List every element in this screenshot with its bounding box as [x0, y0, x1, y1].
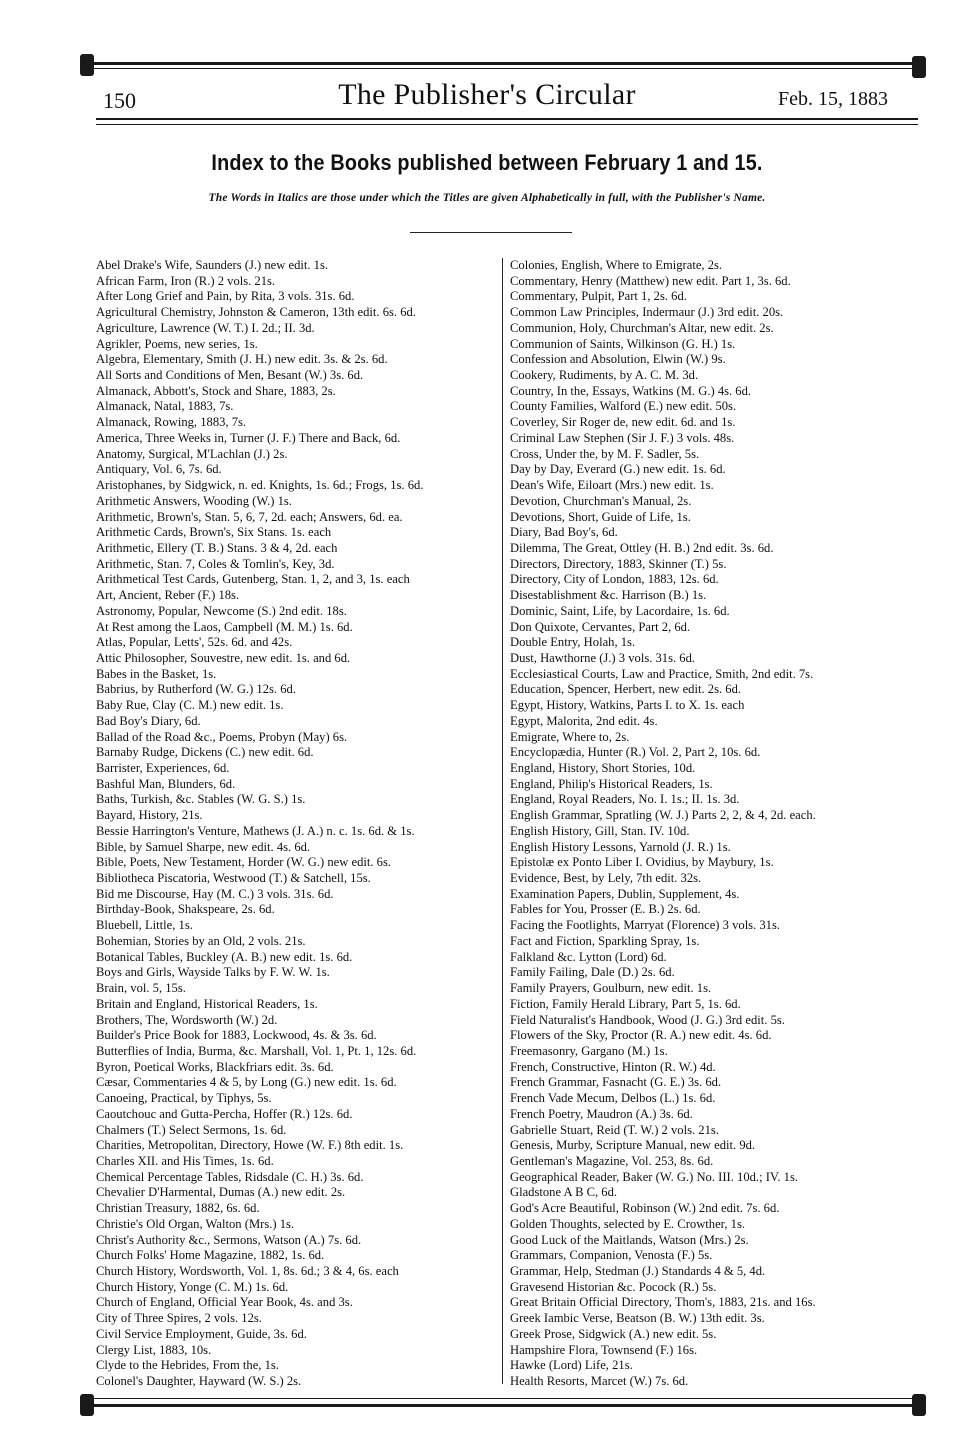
index-entry: French Grammar, Fasnacht (G. E.) 3s. 6d.	[510, 1075, 722, 1090]
index-entry: Astronomy, Popular, Newcome (S.) 2nd edit. 18s.	[96, 603, 347, 618]
index-entry: Chevalier D'Harmental, Dumas (A.) new edit. 2s.	[96, 1185, 346, 1200]
index-entry: Chalmers (T.) Select Sermons, 1s. 6d.	[96, 1122, 287, 1137]
edge-mark-top-right	[912, 56, 926, 78]
index-entry: Directors, Directory, 1883, Skinner (T.) 5s.	[510, 556, 727, 571]
index-entry: Babrius, by Rutherford (W. G.) 12s. 6d.	[96, 682, 296, 697]
index-entry: Criminal Law Stephen (Sir J. F.) 3 vols. 48s.	[510, 430, 735, 445]
index-entry: Arithmetic Cards, Brown's, Six Stans. 1s. each	[96, 525, 332, 540]
index-entry: Double Entry, Holah, 1s.	[510, 635, 636, 650]
index-entry: French Poetry, Maudron (A.) 3s. 6d.	[510, 1106, 693, 1121]
index-entry: Brain, vol. 5, 15s.	[96, 981, 186, 996]
index-entry: Aristophanes, by Sidgwick, n. ed. Knights, 1s. 6d.; Frogs, 1s. 6d.	[96, 478, 424, 493]
index-entry: Greek Prose, Sidgwick (A.) new edit. 5s.	[510, 1326, 717, 1341]
index-entry: Church History, Wordsworth, Vol. 1, 8s. 6d.; 3 & 4, 6s. each	[96, 1264, 399, 1278]
index-entry: Arithmetic, Ellery (T. B.) Stans. 3 & 4, 2d. each	[96, 540, 338, 555]
index-entry: Butterflies of India, Burma, &c. Marshall, Vol. 1, Pt. 1, 12s. 6d.	[96, 1043, 417, 1058]
index-entry: Dust, Hawthorne (J.) 3 vols. 31s. 6d.	[510, 650, 696, 665]
index-entry: At Rest among the Laos, Campbell (M. M.) 1s. 6d.	[96, 619, 353, 634]
index-entry: Byron, Poetical Works, Blackfriars edit. 3s. 6d.	[96, 1059, 334, 1074]
index-entry: Great Britain Official Directory, Thom's, 1883, 21s. and 16s.	[510, 1295, 816, 1310]
index-entry: Anatomy, Surgical, M'Lachlan (J.) 2s.	[96, 446, 288, 461]
index-entry: Clyde to the Hebrides, From the, 1s.	[96, 1358, 279, 1373]
index-entry: Ballad of the Road &c., Poems, Probyn (May) 6s.	[96, 729, 348, 744]
index-entry: Directory, City of London, 1883, 12s. 6d.	[510, 572, 719, 587]
index-entry: Christ's Authority &c., Sermons, Watson (A.) 7s. 6d.	[96, 1232, 362, 1247]
index-entry: Family Prayers, Goulburn, new edit. 1s.	[510, 981, 712, 996]
index-entry: English History Lessons, Yarnold (J. R.) 1s.	[510, 839, 731, 854]
index-entry: Clergy List, 1883, 10s.	[96, 1342, 212, 1357]
issue-date: Feb. 15, 1883	[778, 88, 888, 110]
index-entry: Agrikler, Poems, new series, 1s.	[96, 336, 258, 351]
index-entry: Church History, Yonge (C. M.) 1s. 6d.	[96, 1279, 289, 1294]
index-entry: Bessie Harrington's Venture, Mathews (J. A.) n. c. 1s. 6d. & 1s.	[96, 823, 415, 838]
index-entry: Art, Ancient, Reber (F.) 18s.	[96, 588, 240, 603]
index-entry: Falkland &c. Lytton (Lord) 6d.	[510, 949, 667, 964]
index-entry: Coverley, Sir Roger de, new edit. 6d. and 1s.	[510, 415, 736, 430]
index-entry: Brothers, The, Wordsworth (W.) 2d.	[96, 1012, 278, 1027]
index-entry: Communion, Holy, Churchman's Altar, new edit. 2s.	[510, 320, 774, 335]
index-entry: Charities, Metropolitan, Directory, Howe (W. F.) 8th edit. 1s.	[96, 1138, 404, 1153]
index-entry: Caoutchouc and Gutta-Percha, Hoffer (R.) 12s. 6d.	[96, 1106, 353, 1121]
edge-mark-bottom-right	[912, 1394, 926, 1416]
index-entry: Almanack, Rowing, 1883, 7s.	[96, 415, 247, 430]
index-entry: Diary, Bad Boy's, 6d.	[510, 525, 618, 540]
index-entry: Devotions, Short, Guide of Life, 1s.	[510, 509, 691, 524]
index-entry: Commentary, Henry (Matthew) new edit. Part 1, 3s. 6d.	[510, 273, 791, 288]
index-entry: Day by Day, Everard (G.) new edit. 1s. 6d.	[510, 462, 726, 477]
index-entry: Fiction, Family Herald Library, Part 5, 1s. 6d.	[510, 996, 741, 1011]
index-entry: Baths, Turkish, &c. Stables (W. G. S.) 1s.	[96, 792, 306, 807]
index-entry: Field Naturalist's Handbook, Wood (J. G.) 3rd edit. 5s.	[510, 1012, 785, 1027]
index-entry: Agriculture, Lawrence (W. T.) I. 2d.; II. 3d.	[96, 320, 315, 335]
index-entry: Colonies, English, Where to Emigrate, 2s.	[510, 258, 723, 272]
index-entry: Hawke (Lord) Life, 21s.	[510, 1358, 633, 1373]
index-entry: Bibliotheca Piscatoria, Westwood (T.) & Satchell, 15s.	[96, 871, 371, 886]
index-entry: Botanical Tables, Buckley (A. B.) new edit. 1s. 6d.	[96, 949, 353, 964]
index-entry: After Long Grief and Pain, by Rita, 3 vols. 31s. 6d.	[96, 289, 355, 304]
page-rule-bottom-thin	[88, 1398, 918, 1399]
index-entry: Examination Papers, Dublin, Supplement, 4s.	[510, 886, 740, 901]
index-entry: Don Quixote, Cervantes, Part 2, 6d.	[510, 619, 691, 634]
index-entry: Evidence, Best, by Lely, 7th edit. 32s.	[510, 871, 702, 886]
index-entry: Country, In the, Essays, Watkins (M. G.) 4s. 6d.	[510, 383, 752, 398]
page-rule-bottom	[88, 1404, 918, 1407]
index-entry: Education, Spencer, Herbert, new edit. 2s. 6d.	[510, 682, 742, 697]
index-entry: Boys and Girls, Wayside Talks by F. W. W. 1s.	[96, 965, 330, 980]
page-rule-top-thin	[88, 68, 918, 69]
index-entry: Disestablishment &c. Harrison (B.) 1s.	[510, 588, 707, 603]
index-entry: Hampshire Flora, Townsend (F.) 16s.	[510, 1342, 698, 1357]
left-column	[96, 258, 498, 1390]
index-note: The Words in Italics are those under which the Titles are given Alphabetically in full, with the Publisher's Name.	[208, 192, 766, 204]
index-entry: French Vade Mecum, Delbos (L.) 1s. 6d.	[510, 1091, 716, 1106]
index-entry: Antiquary, Vol. 6, 7s. 6d.	[96, 462, 222, 477]
index-entry: Gravesend Historian &c. Pocock (R.) 5s.	[510, 1279, 717, 1294]
index-entry: English History, Gill, Stan. IV. 10d.	[510, 823, 690, 838]
index-heading: Index to the Books published between February 1 and 15.	[211, 150, 763, 175]
index-entry: Grammar, Help, Stedman (J.) Standards 4 & 5, 4d.	[510, 1264, 766, 1278]
index-entry: Dean's Wife, Eiloart (Mrs.) new edit. 1s.	[510, 478, 714, 493]
index-entry: God's Acre Beautiful, Robinson (W.) 2nd edit. 7s. 6d.	[510, 1201, 780, 1216]
running-title: The Publisher's Circular	[338, 78, 636, 111]
index-entry: County Families, Walford (E.) new edit. 50s.	[510, 399, 737, 414]
index-entry: England, Philip's Historical Readers, 1s.	[510, 776, 713, 791]
index-entry: Bible, Poets, New Testament, Horder (W. G.) new edit. 6s.	[96, 855, 392, 870]
index-entry: Grammars, Companion, Venosta (F.) 5s.	[510, 1248, 713, 1263]
index-entry: Emigrate, Where to, 2s.	[510, 729, 630, 744]
edge-mark-bottom-left	[80, 1394, 94, 1416]
index-entry: Gentleman's Magazine, Vol. 253, 8s. 6d.	[510, 1153, 714, 1168]
index-entry: Genesis, Murby, Scripture Manual, new edit. 9d.	[510, 1138, 756, 1153]
index-entry: All Sorts and Conditions of Men, Besant (W.) 3s. 6d.	[96, 368, 364, 383]
index-entry: Civil Service Employment, Guide, 3s. 6d.	[96, 1326, 307, 1341]
index-entry: Fables for You, Prosser (E. B.) 2s. 6d.	[510, 902, 701, 917]
index-entry: City of Three Spires, 2 vols. 12s.	[96, 1311, 262, 1326]
index-entry: Barnaby Rudge, Dickens (C.) new edit. 6d.	[96, 745, 314, 760]
index-entry: Commentary, Pulpit, Part 1, 2s. 6d.	[510, 289, 687, 304]
index-entry: English Grammar, Spratling (W. J.) Parts 2, 2, & 4, 2d. each.	[510, 808, 816, 823]
right-column	[510, 258, 922, 1390]
index-entry: Egypt, History, Watkins, Parts I. to X. 1s. each	[510, 698, 745, 713]
index-entry: Baby Rue, Clay (C. M.) new edit. 1s.	[96, 698, 284, 713]
index-entry: Colonel's Daughter, Hayward (W. S.) 2s.	[96, 1374, 302, 1389]
index-entry: Almanack, Abbott's, Stock and Share, 1883, 2s.	[96, 383, 336, 398]
index-entry: Fact and Fiction, Sparkling Spray, 1s.	[510, 933, 700, 948]
index-entry: Ecclesiastical Courts, Law and Practice, Smith, 2nd edit. 7s.	[510, 666, 814, 681]
index-entry: America, Three Weeks in, Turner (J. F.) There and Back, 6d.	[96, 430, 401, 445]
index-entry: African Farm, Iron (R.) 2 vols. 21s.	[96, 273, 276, 288]
index-entry: Britain and England, Historical Readers, 1s.	[96, 996, 318, 1011]
index-entry: Babes in the Basket, 1s.	[96, 666, 217, 681]
index-entry: Bashful Man, Blunders, 6d.	[96, 776, 236, 791]
index-entry: Canoeing, Practical, by Tiphys, 5s.	[96, 1091, 272, 1106]
index-entry: Epistolæ ex Ponto Liber I. Ovidius, by Maybury, 1s.	[510, 855, 774, 870]
index-entry: Good Luck of the Maitlands, Watson (Mrs.) 2s.	[510, 1232, 749, 1247]
index-entry: Cookery, Rudiments, by A. C. M. 3d.	[510, 368, 699, 383]
index-entry: Atlas, Popular, Letts', 52s. 6d. and 42s.	[96, 635, 293, 650]
index-entry: Bohemian, Stories by an Old, 2 vols. 21s.	[96, 933, 306, 948]
index-entry: Birthday-Book, Shakspeare, 2s. 6d.	[96, 902, 275, 917]
page-rule-top	[88, 62, 918, 65]
header-rule	[96, 118, 918, 120]
index-entry: Cross, Under the, by M. F. Sadler, 5s.	[510, 446, 700, 461]
index-entry: Flowers of the Sky, Proctor (R. A.) new edit. 4s. 6d.	[510, 1028, 772, 1043]
index-entry: England, History, Short Stories, 10d.	[510, 761, 696, 775]
index-entry: Confession and Absolution, Elwin (W.) 9s.	[510, 352, 726, 367]
index-entry: Chemical Percentage Tables, Ridsdale (C. H.) 3s. 6d.	[96, 1169, 364, 1184]
short-rule	[410, 232, 572, 233]
page-number: 150	[103, 88, 136, 113]
index-entry: Health Resorts, Marcet (W.) 7s. 6d.	[510, 1374, 689, 1389]
index-entry: Arithmetic, Brown's, Stan. 5, 6, 7, 2d. each; Answers, 6d. ea.	[96, 509, 403, 524]
index-entry: Golden Thoughts, selected by E. Crowther, 1s.	[510, 1216, 746, 1231]
index-entry: Dilemma, The Great, Ottley (H. B.) 2nd edit. 3s. 6d.	[510, 540, 774, 555]
edge-mark-top-left	[80, 54, 94, 76]
index-entry: Almanack, Natal, 1883, 7s.	[96, 399, 234, 414]
index-entry: Devotion, Churchman's Manual, 2s.	[510, 493, 692, 508]
index-entry: French, Constructive, Hinton (R. W.) 4d.	[510, 1059, 716, 1074]
index-entry: Algebra, Elementary, Smith (J. H.) new edit. 3s. & 2s. 6d.	[96, 352, 388, 367]
index-entry: England, Royal Readers, No. I. 1s.; II. 1s. 3d.	[510, 792, 740, 807]
index-entry: Freemasonry, Gargano (M.) 1s.	[510, 1043, 668, 1058]
index-entry: Cæsar, Commentaries 4 & 5, by Long (G.) new edit. 1s. 6d.	[96, 1075, 397, 1090]
index-entry: Builder's Price Book for 1883, Lockwood, 4s. & 3s. 6d.	[96, 1028, 377, 1043]
column-divider	[502, 258, 503, 1384]
index-entry: Church of England, Official Year Book, 4s. and 3s.	[96, 1295, 353, 1310]
index-entry: Attic Philosopher, Souvestre, new edit. 1s. and 6d.	[96, 650, 351, 665]
index-entry: Egypt, Malorita, 2nd edit. 4s.	[510, 713, 658, 728]
index-entry: Gladstone A B C, 6d.	[510, 1185, 618, 1200]
index-entry: Barrister, Experiences, 6d.	[96, 761, 230, 775]
index-entry: Facing the Footlights, Marryat (Florence) 3 vols. 31s.	[510, 918, 781, 933]
index-entry: Arithmetic, Stan. 7, Coles & Tomlin's, Key, 3d.	[96, 556, 335, 571]
index-entry: Bluebell, Little, 1s.	[96, 918, 193, 933]
index-entry: Church Folks' Home Magazine, 1882, 1s. 6d.	[96, 1248, 325, 1263]
index-entry: Arithmetical Test Cards, Gutenberg, Stan. 1, 2, and 3, 1s. each	[96, 572, 410, 587]
index-entry: Charles XII. and His Times, 1s. 6d.	[96, 1153, 274, 1168]
index-entry: Bid me Discourse, Hay (M. C.) 3 vols. 31s. 6d.	[96, 886, 334, 901]
index-entry: Arithmetic Answers, Wooding (W.) 1s.	[96, 493, 292, 508]
index-entry: Gabrielle Stuart, Reid (T. W.) 2 vols. 21s.	[510, 1122, 719, 1137]
index-entry: Geographical Reader, Baker (W. G.) No. III. 10d.; IV. 1s.	[510, 1169, 799, 1184]
index-entry: Dominic, Saint, Life, by Lacordaire, 1s. 6d.	[510, 603, 730, 618]
index-entry: Agricultural Chemistry, Johnston & Cameron, 13th edit. 6s. 6d.	[96, 305, 416, 320]
index-entry: Greek Iambic Verse, Beatson (B. W.) 13th edit. 3s.	[510, 1311, 765, 1326]
index-entry: Family Failing, Dale (D.) 2s. 6d.	[510, 965, 675, 980]
header-rule-thin	[96, 124, 918, 125]
index-entry: Encyclopædia, Hunter (R.) Vol. 2, Part 2, 10s. 6d.	[510, 745, 761, 760]
index-entry: Christian Treasury, 1882, 6s. 6d.	[96, 1201, 260, 1216]
index-entry: Bad Boy's Diary, 6d.	[96, 713, 201, 728]
index-entry: Abel Drake's Wife, Saunders (J.) new edit. 1s.	[96, 258, 329, 272]
index-entry: Bible, by Samuel Sharpe, new edit. 4s. 6d.	[96, 839, 311, 854]
index-entry: Bayard, History, 21s.	[96, 808, 203, 823]
index-entry: Christie's Old Organ, Walton (Mrs.) 1s.	[96, 1216, 295, 1231]
index-entry: Common Law Principles, Indermaur (J.) 3rd edit. 20s.	[510, 305, 784, 320]
index-entry: Communion of Saints, Wilkinson (G. H.) 1s.	[510, 336, 736, 351]
